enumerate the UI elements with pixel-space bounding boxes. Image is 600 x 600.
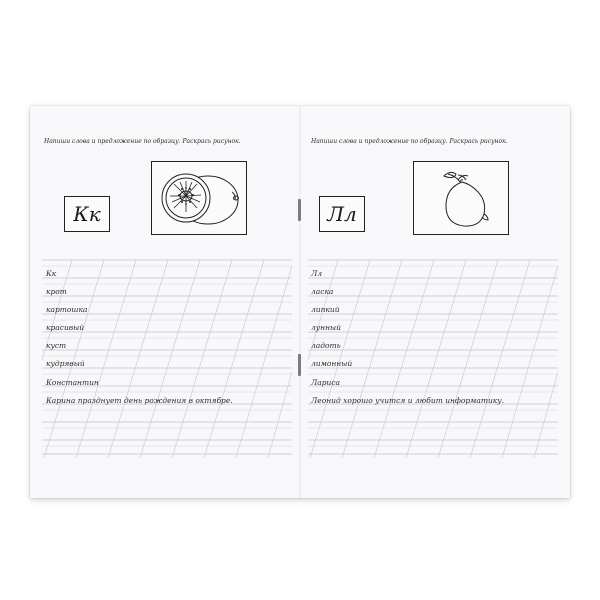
writing-line: Кк — [46, 269, 57, 278]
lemon-picture-box — [413, 161, 509, 235]
writing-line: крот — [46, 287, 67, 297]
writing-line: куст — [46, 341, 67, 351]
staple-bottom — [298, 354, 301, 376]
right-letter-box: Лл — [319, 196, 365, 232]
right-instruction: Напиши слова и предложение по образцу. Раскрась рисунок. — [311, 138, 508, 145]
left-instruction: Напиши слова и предложение по образцу. Раскрась рисунок. — [44, 138, 241, 145]
right-writing-rows — [311, 265, 556, 410]
writing-line: ладоть — [311, 341, 341, 351]
lemon-icon — [414, 162, 508, 234]
workbook-spread — [30, 106, 570, 498]
writing-line: ласка — [311, 287, 334, 297]
writing-line: красивый — [46, 323, 85, 333]
writing-line: лимонный — [311, 359, 353, 369]
kiwi-picture-box — [151, 161, 247, 235]
writing-line: Константин — [46, 377, 99, 387]
left-writing-rows — [46, 265, 291, 410]
kiwi-icon — [152, 162, 246, 234]
writing-line: Леонид хорошо учится и любит информатику. — [311, 395, 504, 405]
writing-line: картошка — [46, 305, 88, 315]
left-letter-box: Кк — [64, 196, 110, 232]
staple-top — [298, 199, 301, 221]
writing-line: Лл — [311, 269, 323, 278]
left-page — [30, 106, 300, 498]
writing-line: кудрявый — [46, 359, 85, 369]
writing-line: липкий — [311, 305, 340, 315]
booklet-spine — [299, 106, 301, 498]
right-page — [300, 106, 570, 498]
writing-line: Лариса — [311, 377, 341, 387]
writing-line: Карина празднует день рождения в октябре. — [46, 395, 233, 405]
writing-line: лунный — [311, 323, 341, 333]
